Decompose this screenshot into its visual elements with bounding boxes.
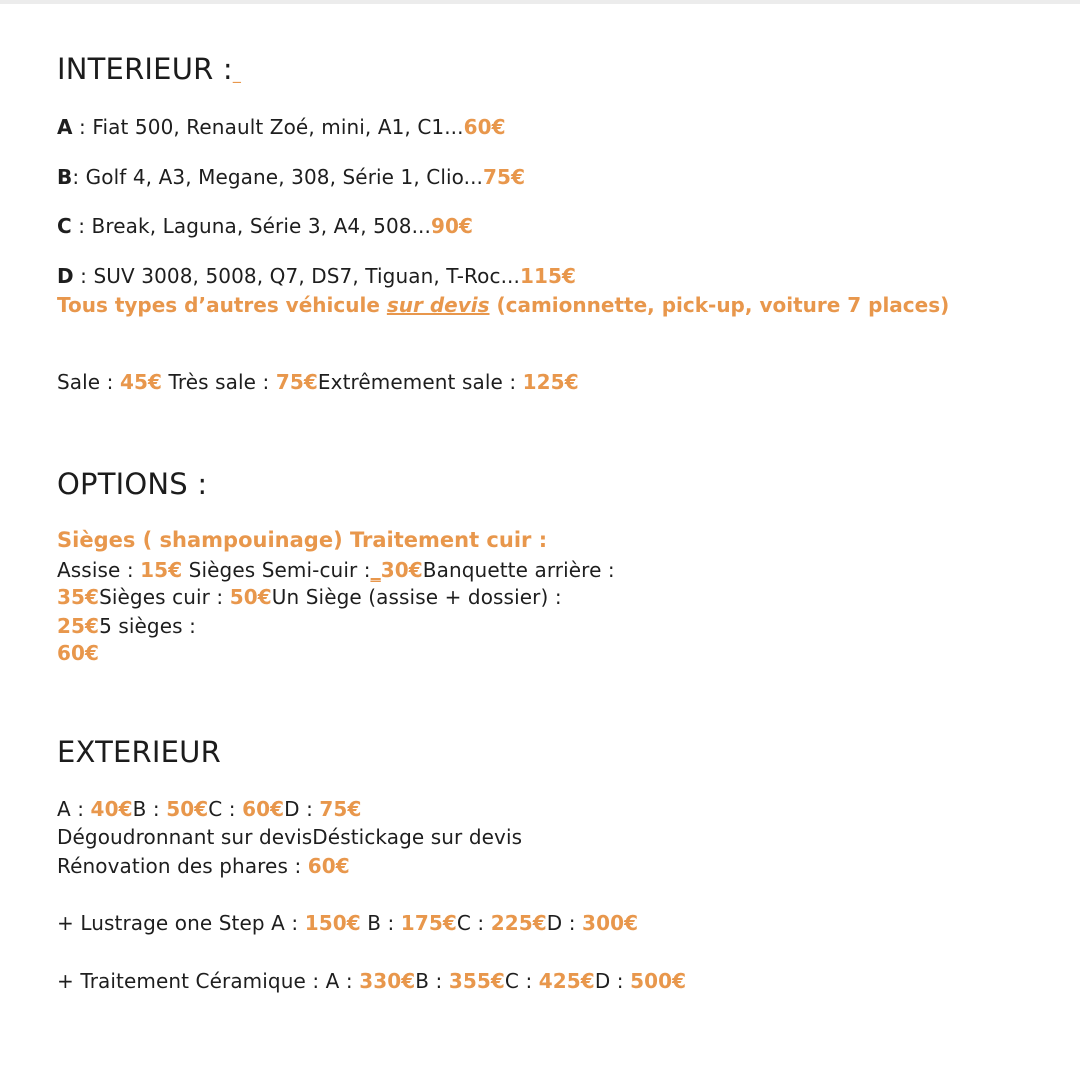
ceramique-d-label: D : (594, 969, 631, 993)
ceramique-a-price: 330€ (359, 969, 416, 993)
options-line-1 (57, 558, 615, 582)
semi-cuir-price: 30€ (380, 558, 423, 582)
lustrage-a-price: 150€ (304, 911, 361, 935)
ext-a-label: A : (57, 797, 91, 821)
dirt-level-prices (57, 370, 579, 394)
ext-d-price: 75€ (319, 797, 362, 821)
lustrage-c-price: 225€ (490, 911, 547, 935)
row-price: 60€ (463, 115, 506, 139)
options-line-3 (57, 614, 196, 638)
lustrage-c-label: C : (456, 911, 491, 935)
exterieur-line-1 (57, 797, 361, 821)
banquette-price: 35€ (57, 585, 100, 609)
interieur-row-a (57, 115, 506, 139)
interieur-row-b (57, 165, 525, 189)
lustrage-d-label: D : (546, 911, 583, 935)
row-price: 115€ (519, 264, 577, 288)
ceramique-c-price: 425€ (538, 969, 595, 993)
ceramique-label: + Traitement Céramique : A : (57, 969, 360, 993)
row-letter: C (57, 214, 72, 238)
options-subheading: Sièges ( shampouinage) Traitement cuir : (57, 528, 548, 552)
options-line-4 (57, 641, 99, 665)
other-vehicles-note (57, 293, 949, 317)
exterieur-line-2: Dégoudronnant sur devisDéstickage sur devis (57, 825, 523, 849)
row-letter: B (57, 165, 73, 189)
row-text: Golf 4, A3, Megane, 308, Série 1, Clio... (85, 165, 484, 189)
phares-price: 60€ (307, 854, 350, 878)
ceramique-d-price: 500€ (630, 969, 687, 993)
ext-c-label: C : (208, 797, 243, 821)
row-separator: : (72, 115, 93, 139)
extreme-sale-label: Extrêmement sale : (317, 370, 523, 394)
other-vehicles-suffix: (camionnette, pick-up, voiture 7 places) (489, 293, 950, 317)
sieges-cuir-price: 50€ (229, 585, 272, 609)
ceramique-b-price: 355€ (448, 969, 505, 993)
ext-b-price: 50€ (166, 797, 209, 821)
sale-price: 45€ (119, 370, 163, 394)
tres-sale-label: Très sale : (162, 370, 276, 394)
other-vehicles-prefix: Tous types d’autres véhicule (57, 293, 387, 317)
options-heading: OPTIONS : (57, 467, 208, 501)
ext-d-label: D : (284, 797, 320, 821)
un-siege-price: 25€ (57, 614, 100, 638)
interieur-heading-mark: _ (232, 64, 242, 83)
semi-cuir-label: Sièges Semi-cuir : (182, 558, 371, 582)
un-siege-label: Un Siège (assise + dossier) : (271, 585, 562, 609)
row-separator: : (71, 214, 92, 238)
assise-price: 15€ (140, 558, 183, 582)
row-price: 75€ (483, 165, 526, 189)
row-text: Break, Laguna, Série 3, A4, 508... (91, 214, 431, 238)
ext-a-price: 40€ (90, 797, 133, 821)
top-border (0, 0, 1080, 4)
lustrage-d-price: 300€ (582, 911, 639, 935)
interieur-row-d (57, 264, 576, 288)
exterieur-line-3 (57, 854, 350, 878)
exterieur-heading: EXTERIEUR (57, 735, 221, 769)
interieur-heading (57, 52, 241, 86)
row-text: SUV 3008, 5008, Q7, DS7, Tiguan, T-Roc... (93, 264, 520, 288)
assise-label: Assise : (57, 558, 141, 582)
row-text: Fiat 500, Renault Zoé, mini, A1, C1... (92, 115, 464, 139)
sur-devis-link[interactable]: sur devis (386, 293, 490, 317)
cinq-sieges-label: 5 sièges : (99, 614, 196, 638)
interieur-heading-text: INTERIEUR : (57, 52, 233, 86)
ext-b-label: B : (132, 797, 167, 821)
cinq-sieges-price: 60€ (57, 641, 100, 665)
row-separator: : (72, 165, 86, 189)
row-price: 90€ (430, 214, 474, 238)
extreme-sale-price: 125€ (522, 370, 579, 394)
phares-label: Rénovation des phares : (57, 854, 308, 878)
banquette-label: Banquette arrière : (422, 558, 615, 582)
ext-c-price: 60€ (242, 797, 285, 821)
lustrage-b-label: B : (360, 911, 401, 935)
lustrage-b-price: 175€ (400, 911, 457, 935)
interieur-row-c (57, 214, 473, 238)
ceramique-line (57, 969, 686, 993)
tres-sale-price: 75€ (275, 370, 318, 394)
lustrage-label: + Lustrage one Step A : (57, 911, 305, 935)
sale-label: Sale : (57, 370, 120, 394)
row-separator: : (73, 264, 94, 288)
row-letter: A (57, 115, 73, 139)
options-line-2 (57, 585, 562, 609)
row-letter: D (57, 264, 74, 288)
lustrage-line (57, 911, 638, 935)
ceramique-b-label: B : (415, 969, 449, 993)
semi-cuir-mark: _ (370, 558, 381, 582)
ceramique-c-label: C : (504, 969, 539, 993)
sieges-cuir-label: Sièges cuir : (99, 585, 230, 609)
